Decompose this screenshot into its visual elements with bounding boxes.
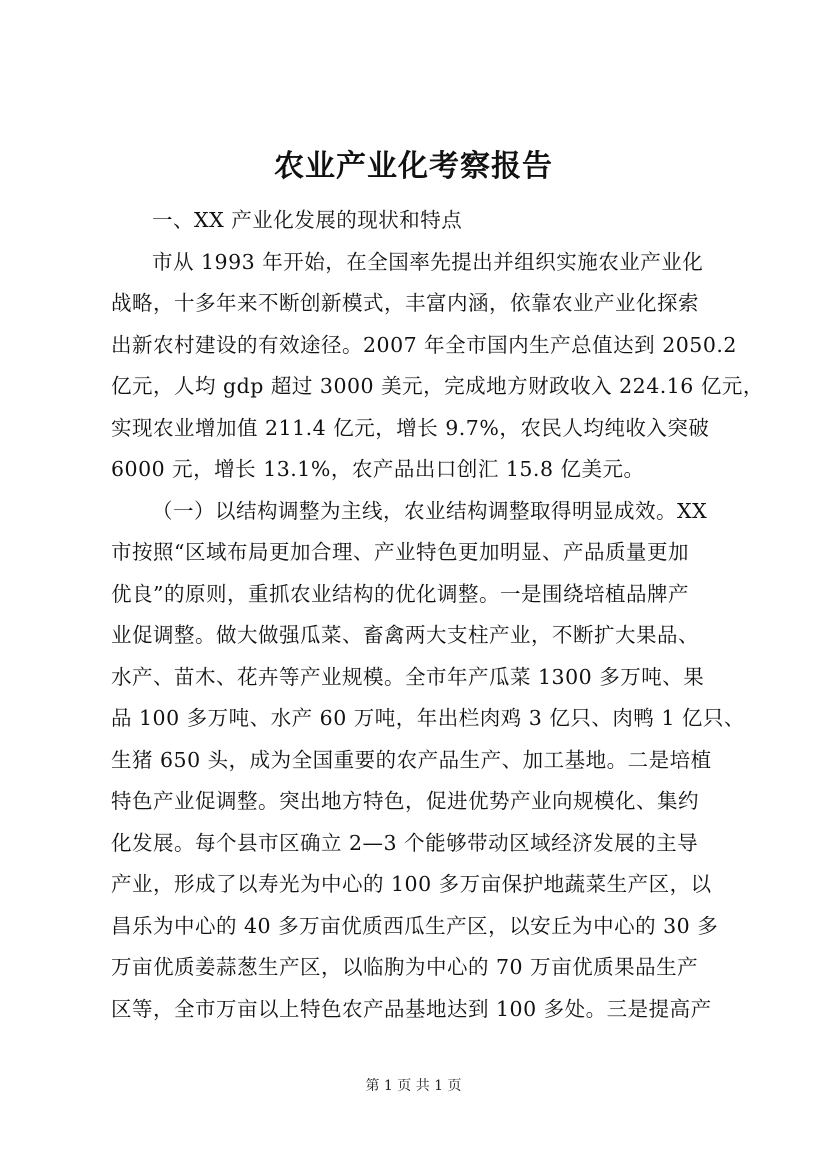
paragraph-line: 生猪 650 头，成为全国重要的农产品生产、加工基地。二是培植 xyxy=(111,747,712,772)
paragraph-line: 优良”的原则，重抓农业结构的优化调整。一是围绕培植品牌产 xyxy=(111,581,689,606)
subsection-line: （一）以结构调整为主线，农业结构调整取得明显成效。XX xyxy=(152,498,708,523)
section-heading: 一、XX 产业化发展的现状和特点 xyxy=(152,208,463,232)
paragraph-line: 水产、苗木、花卉等产业规模。全市年产瓜菜 1300 多万吨、果 xyxy=(111,664,705,689)
paragraph-line: 市按照“区域布局更加合理、产业特色更加明显、产品质量更加 xyxy=(111,540,689,564)
page-number-footer: 第 1 页 共 1 页 xyxy=(365,1078,462,1094)
paragraph-line: 品 100 多万吨、水产 60 万吨，年出栏肉鸡 3 亿只、肉鸭 1 亿只、 xyxy=(111,706,745,730)
document-title: 农业产业化考察报告 xyxy=(274,149,553,184)
paragraph-line: 实现农业增加值 211.4 亿元，增长 9.7%，农民人均纯收入突破 xyxy=(111,415,710,440)
paragraph-line: 战略，十多年来不断创新模式，丰富内涵，依靠农业产业化探索 xyxy=(111,291,699,315)
paragraph-line: 业促调整。做大做强瓜菜、畜禽两大支柱产业，不断扩大果品、 xyxy=(111,623,699,647)
document-body xyxy=(111,200,764,1030)
paragraph-line: 市从 1993 年开始，在全国率先提出并组织实施农业产业化 xyxy=(152,249,704,274)
paragraph-line: 万亩优质姜蒜葱生产区，以临朐为中心的 70 万亩优质果品生产 xyxy=(111,955,699,979)
paragraph-line: 区等，全市万亩以上特色农产品基地达到 100 多处。三是提高产 xyxy=(111,996,712,1021)
paragraph-line: 亿元，人均 gdp 超过 3000 美元，完成地方财政收入 224.16 亿元， xyxy=(111,374,764,398)
paragraph-line: 化发展。每个县市区确立 2—3 个能够带动区域经济发展的主导 xyxy=(111,830,699,855)
paragraph-line: 特色产业促调整。突出地方特色，促进优势产业向规模化、集约 xyxy=(111,789,699,813)
paragraph-line: 6000 元，增长 13.1%，农产品出口创汇 15.8 亿美元。 xyxy=(111,457,645,481)
paragraph-line: 出新农村建设的有效途径。2007 年全市国内生产总值达到 2050.2 xyxy=(111,332,737,357)
paragraph-line: 昌乐为中心的 40 多万亩优质西瓜生产区，以安丘为中心的 30 多 xyxy=(111,913,719,938)
paragraph-line: 产业，形成了以寿光为中心的 100 多万亩保护地蔬菜生产区，以 xyxy=(111,872,712,896)
